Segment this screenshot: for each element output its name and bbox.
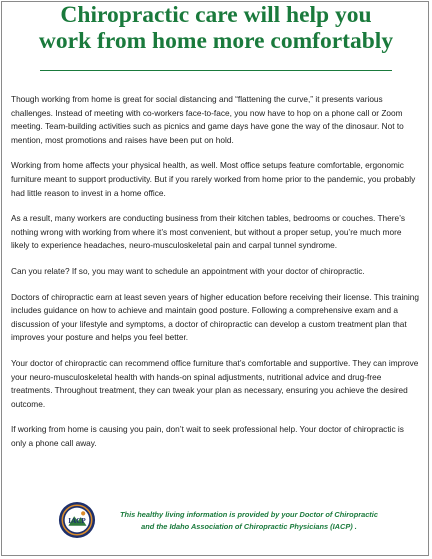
page-title bbox=[0, 2, 432, 54]
paragraph-1: Though working from home is great for social distancing and “flattening the curve,” it presents various challenges. Instead of meeting with co-workers face-to-face, you now have to hop on a phone call or Zoom meeting. Team-building activities such as picnics and game days have gone the way of the dinosaur. Not to mention, most promotions and raises have been put on hold. bbox=[11, 94, 404, 145]
footer bbox=[58, 501, 432, 541]
article-body bbox=[11, 93, 421, 462]
footer-line-2: and the Idaho Association of Chiropractic Physicians (IACP) . bbox=[141, 522, 357, 531]
logo-text: IACP bbox=[68, 516, 86, 525]
footer-line-1: This healthy living information is provided by your Doctor of Chiropractic bbox=[120, 510, 378, 519]
paragraph-4: Can you relate? If so, you may want to schedule an appointment with your doctor of chiropractic. bbox=[11, 265, 365, 276]
paragraph-7: If working from home is causing you pain, don’t wait to seek professional help. Your doctor of chiropractic is only a phone call away. bbox=[11, 424, 404, 448]
paragraph-2: Working from home affects your physical health, as well. Most office setups feature comfortable, ergonomic furniture meant to support productivity. But if you rarely worked from home prior to the pandemic, you probably had little reason to invest in a home office. bbox=[11, 160, 416, 198]
paragraph-3: As a result, many workers are conducting business from their kitchen tables, bedrooms or couches. There’s nothing wrong with working from where it’s most convenient, but without a proper setup, you’re much more likely to experience headaches, neuro-musculoskeletal pain and carpal tunnel syndrome. bbox=[11, 213, 405, 251]
iacp-seal-logo bbox=[58, 501, 96, 539]
title-divider bbox=[40, 70, 392, 71]
footer-credit bbox=[104, 509, 394, 533]
title-line-2: work from home more comfortably bbox=[38, 28, 394, 54]
title-line-1: Chiropractic care will help you bbox=[60, 2, 372, 28]
paragraph-6: Your doctor of chiropractic can recommend office furniture that’s comfortable and supportive. They can improve your neuro-musculoskeletal health with hands-on spinal adjustments, nutritional advice and drug-free treatments. Throughout treatment, they can tweak your plan as necessary, ensuring you achieve the desired outcome. bbox=[11, 357, 419, 409]
paragraph-5: Doctors of chiropractic earn at least seven years of higher education before receiving their license. This training includes guidance on how to achieve and maintain good posture. Following a comprehensive exam and a discussion of your lifestyle and symptoms, a doctor of chiropractic can develop a custom treatment plan that improves your posture and helps you feel better. bbox=[11, 291, 419, 343]
